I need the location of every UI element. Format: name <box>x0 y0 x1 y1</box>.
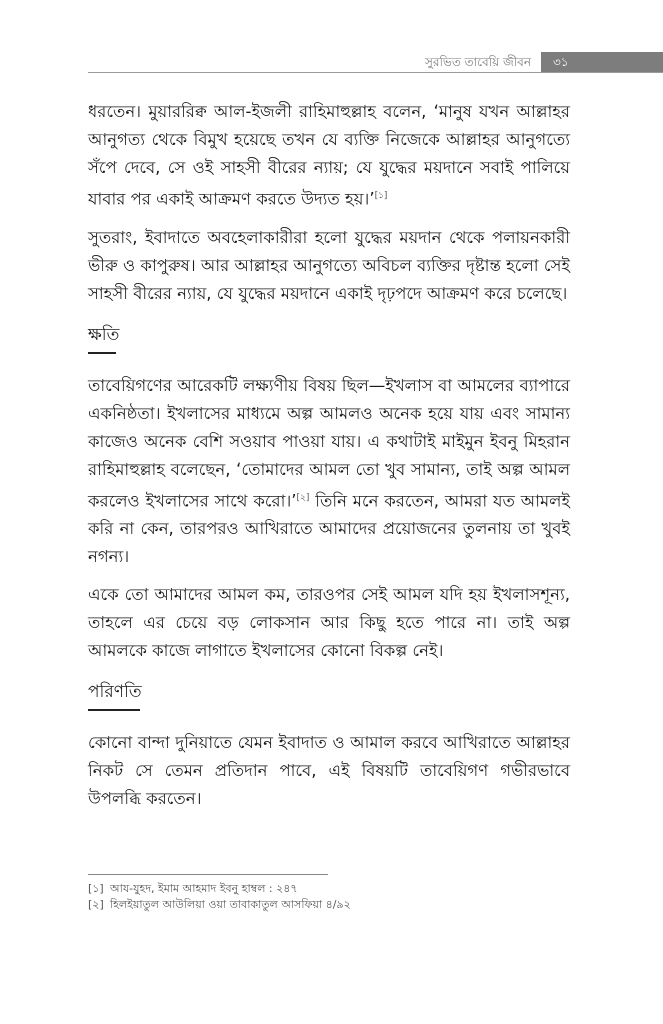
footnote-1-text: আয-যুহদ, ইমাম আহমাদ ইবনু হাম্বল : ২৪৭ <box>110 882 298 895</box>
footnote-1 <box>88 881 570 897</box>
footnote-2 <box>88 897 570 913</box>
section-heading-outcome-text: পরিণতি <box>88 682 142 702</box>
section-heading-outcome <box>88 679 570 711</box>
paragraph-3 <box>88 372 570 572</box>
running-title: সুরভিত তাবেয়ি জীবন <box>424 55 531 69</box>
paragraph-1-text: ধরতেন। মুয়াররিক্ব আল-ইজলী রাহিমাহুল্লাহ বলেন, ‘মানুষ যখন আল্লাহর আনুগত্য থেকে বিমুখ হয়েছে তখন যে ব্যক্তি নিজেকে আল্লাহর আনুগত্যে সঁপে দেবে, সে ওই সাহসী বীরের ন্যায়; যে যুদ্ধের ময়দানে সবাই পালিয়ে যাবার পর একাই আক্রমণ করতে উদ্যত হয়।’ <box>88 102 570 209</box>
paragraph-1 <box>88 98 570 214</box>
paragraph-4: একে তো আমাদের আমল কম, তারওপর সেই আমল যদি হয় ইখলাসশূন্য, তাহলে এর চেয়ে বড় লোকসান আর কিছু হতে পারে না। তাই অল্প আমলকে কাজে লাগাতে ইখলাসের কোনো বিকল্প নেই। <box>88 585 570 660</box>
header-rule <box>88 72 663 73</box>
main-text <box>88 98 570 823</box>
footnote-ref-2: [২] <box>296 492 310 503</box>
footnote-ref-1: [১] <box>374 191 388 201</box>
page-number: ৩১ <box>541 52 663 72</box>
paragraph-3-text-b: তিনি মনে করতেন, আমরা যত আমলই করি না কেন, তারপরও আখিরাতে আমাদের প্রয়োজনের তুলনায় তা খুবই নগন্য। <box>88 491 570 566</box>
section-heading-loss-text: ক্ষতি <box>88 324 120 345</box>
footnote-rule <box>88 874 328 875</box>
heading-underline <box>88 352 116 354</box>
footnote-2-marker: [২] <box>88 898 104 911</box>
footnote-1-marker: [১] <box>88 882 104 895</box>
heading-underline <box>88 709 140 711</box>
footnote-2-text: হিলইয়াতুল আউলিয়া ওয়া তাবাকাতুল আসফিয়া ৪/৯২ <box>110 898 351 911</box>
page-header <box>0 52 663 74</box>
footnotes <box>88 874 570 913</box>
section-heading-loss <box>88 322 570 354</box>
paragraph-3-text-a: তাবেয়িগণের আরেকটি লক্ষ্যণীয় বিষয় ছিল—ইখলাস বা আমলের ব্যাপারে একনিষ্ঠতা। ইখলাসের মাধ্যমে অল্প আমলও অনেক হয়ে যায় এবং সামান্য কাজেও অনেক বেশি সওয়াব পাওয়া যায়। এ কথাটাই মাইমুন ইবনু মিহরান রাহিমাহুল্লাহ বলেছেন, ‘তোমাদের আমল তো খুব সামান্য, তাই অল্প আমল করলেও ইখলাসের সাথে করো।’ <box>88 375 570 510</box>
paragraph-5: কোনো বান্দা দুনিয়াতে যেমন ইবাদাত ও আমাল করবে আখিরাতে আল্লাহর নিকট সে তেমন প্রতিদান পাবে, এই বিষয়টি তাবেয়িগণ গভীরভাবে উপলব্ধি করতেন। <box>88 733 570 808</box>
paragraph-2: সুতরাং, ইবাদাতে অবহেলাকারীরা হলো যুদ্ধের ময়দান থেকে পলায়নকারী ভীরু ও কাপুরুষ। আর আল্লাহর আনুগত্যে অবিচল ব্যক্তির দৃষ্টান্ত হলো সেই সাহসী বীরের ন্যায়, যে যুদ্ধের ময়দানে একাই দৃঢ়পদে আক্রমণ করে চলেছে। <box>88 227 570 303</box>
